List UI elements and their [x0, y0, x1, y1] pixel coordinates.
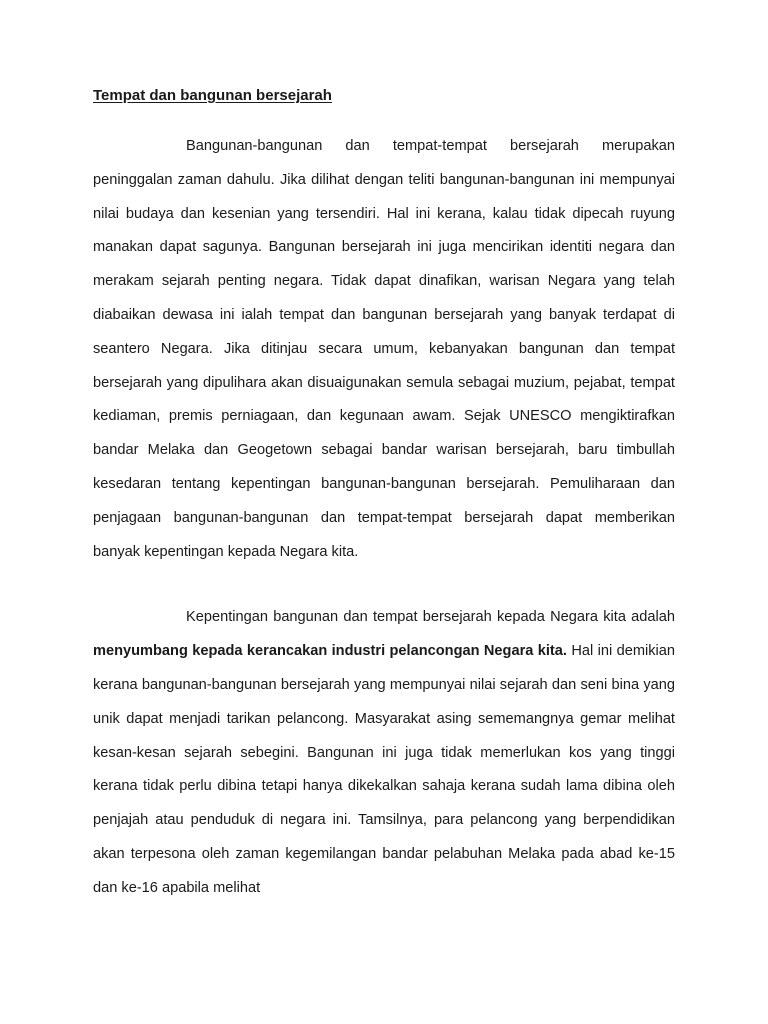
- paragraph-2: [93, 601, 675, 905]
- paragraph-2-bold: menyumbang kepada kerancakan industri pelancongan Negara kita.: [93, 643, 567, 660]
- paragraph-2-rest: Hal ini demikian kerana bangunan-bangunan bersejarah yang mempunyai nilai sejarah dan seni bina yang unik dapat menjadi tarikan pelancong. Masyarakat asing sememangnya gemar melihat kesan-kesan sejarah sebegini. Bangunan ini juga tidak memerlukan kos yang tinggi kerana tidak perlu dibina tetapi hanya dikekalkan sahaja kerana sudah lama dibina oleh penjajah atau penduduk di negara ini. Tamsilnya, para pelancong yang berpendidikan akan terpesona oleh zaman kegemilangan bandar pelabuhan Melaka pada abad ke-15 dan ke-16 apabila melihat: [93, 643, 675, 896]
- paragraph-1-text: Bangunan-bangunan dan tempat-tempat bersejarah merupakan peninggalan zaman dahulu. Jika dilihat dengan teliti bangunan-bangunan ini mempunyai nilai budaya dan kesenian yang tersendiri. Hal ini kerana, kalau tidak dipecah ruyung manakan dapat sagunya. Bangunan bersejarah ini juga mencirikan identiti negara dan merakam sejarah penting negara. Tidak dapat dinafikan, warisan Negara yang telah diabaikan dewasa ini ialah tempat dan bangunan bersejarah yang banyak terdapat di seantero Negara. Jika ditinjau secara umum, kebanyakan bangunan dan tempat bersejarah yang dipulihara akan disuaigunakan semula sebagai muzium, pejabat, tempat kediaman, premis perniagaan, dan kegunaan awam. Sejak UNESCO mengiktirafkan bandar Melaka dan Geogetown sebagai bandar warisan bersejarah, baru timbullah kesedaran tentang kepentingan bangunan-bangunan bersejarah. Pemuliharaan dan penjagaan bangunan-bangunan dan tempat-tempat bersejarah dapat memberikan banyak kepentingan kepada Negara kita.: [93, 138, 675, 560]
- paragraph-2-intro: Kepentingan bangunan dan tempat bersejarah kepada Negara kita adalah: [186, 609, 675, 626]
- document-page: [93, 84, 675, 906]
- document-title: Tempat dan bangunan bersejarah: [93, 87, 332, 104]
- paragraph-1: [93, 130, 675, 569]
